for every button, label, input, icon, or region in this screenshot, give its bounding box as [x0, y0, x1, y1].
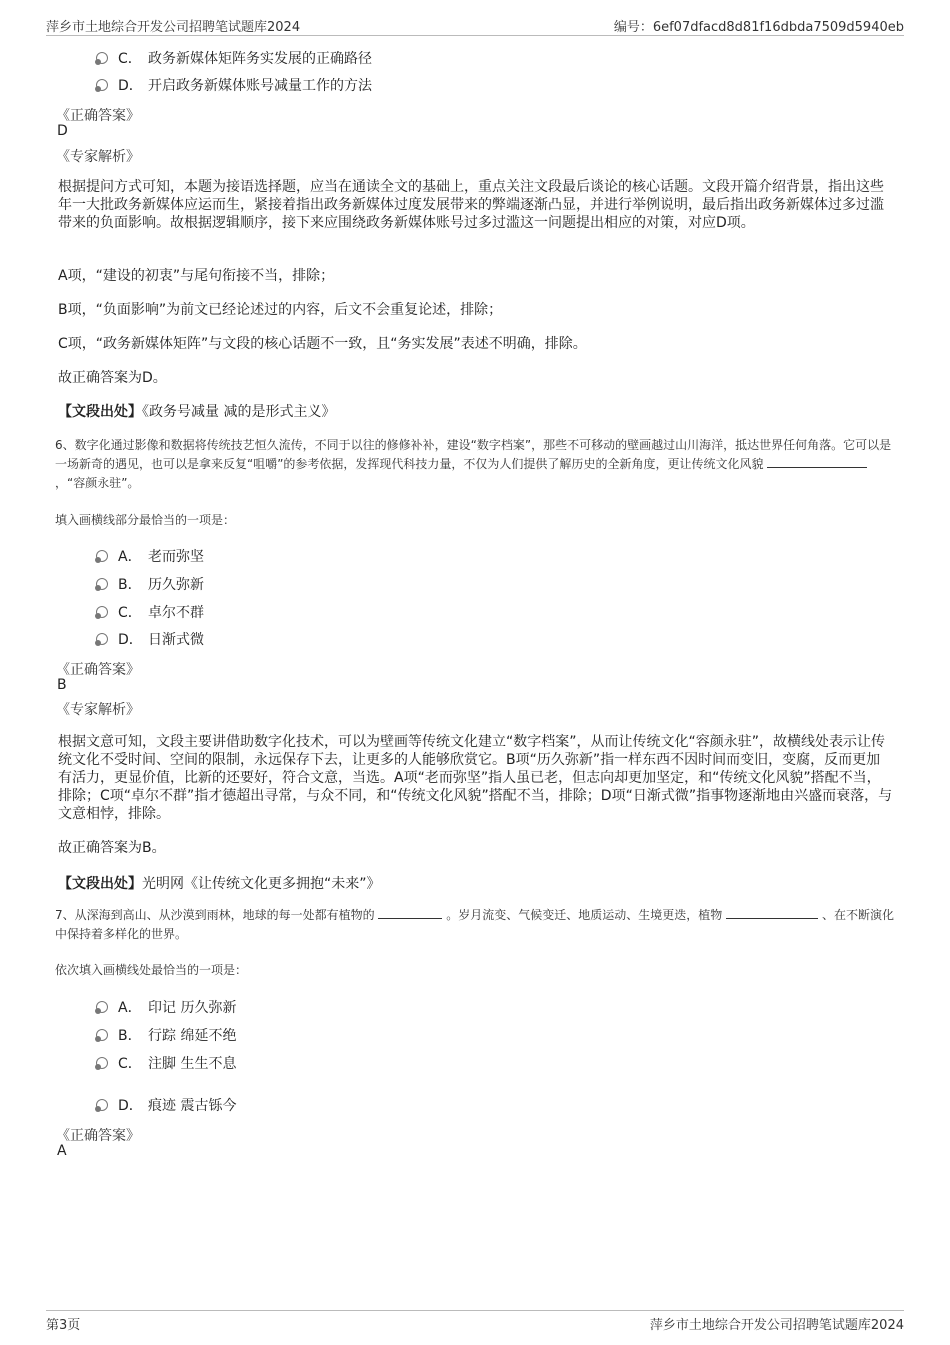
- option-text: 日渐式微: [148, 632, 204, 648]
- radio-button-icon[interactable]: [96, 52, 108, 64]
- q7-blank-1: [378, 906, 442, 919]
- source-tag: 【文段出处】: [58, 876, 142, 892]
- q5-answer: D: [57, 123, 68, 139]
- radio-button-icon[interactable]: [96, 1099, 108, 1111]
- document-serial: 编号：6ef07dfacd8d81f16dbda7509d5940eb: [613, 20, 904, 35]
- option-text: 开启政务新媒体账号减量工作的方法: [148, 78, 372, 94]
- header-divider: [46, 35, 904, 36]
- q5-answer-label: 《正确答案》: [56, 108, 140, 124]
- source-tag: 【文段出处】: [58, 404, 142, 420]
- option-letter: A．: [118, 549, 142, 565]
- q5-analysis-paragraph: 根据提问方式可知，本题为接语选择题，应当在通读全文的基础上，重点关注文段最后谈论的核心话题。文段开篇介绍背景，指出这些年一大批政务新媒体应运而生，紧接着指出政务新媒体过度发展带来的弊端逐渐凸显，并进行举例说明，最后指出政务新媒体过多过滥带来的负面影响。故根据逻辑顺序，接下来应围绕政务新媒体账号过多过滥这一问题提出相应的对策，对应D项。: [58, 179, 884, 231]
- q5-analysis-label: 《专家解析》: [56, 149, 140, 165]
- source-title: 《政务号减量 减的是形式主义》: [142, 404, 336, 420]
- q6-answer-label: 《正确答案》: [56, 662, 140, 678]
- q7-blank-2: [726, 906, 818, 919]
- q5-analysis-option-a: A项，“建设的初衷”与尾句衔接不当，排除；: [58, 268, 335, 284]
- option-text: 历久弥新: [148, 577, 204, 593]
- q7-answer: A: [57, 1143, 67, 1159]
- q6-blank: [767, 455, 867, 468]
- radio-button-icon[interactable]: [96, 1029, 108, 1041]
- q5-analysis-option-b: B项，“负面影响”为前文已经论述过的内容，后文不会重复论述，排除；: [58, 302, 503, 318]
- radio-button-icon[interactable]: [96, 633, 108, 645]
- q6-source: [58, 873, 381, 893]
- option-text: 政务新媒体矩阵务实发展的正确路径: [148, 51, 372, 67]
- radio-button-icon[interactable]: [96, 1001, 108, 1013]
- option-letter: C．: [118, 1056, 142, 1072]
- option-letter: D．: [118, 632, 143, 648]
- option-text: 卓尔不群: [148, 605, 204, 621]
- radio-button-icon[interactable]: [96, 79, 108, 91]
- q7-stem-middle: 。岁月流变、气候变迁、地质运动、生境更迭，植物: [446, 908, 723, 922]
- option-text: 注脚 生生不息: [148, 1056, 237, 1072]
- q6-analysis-label: 《专家解析》: [56, 702, 140, 718]
- option-letter: B．: [118, 577, 142, 593]
- q7-stem-text: 7、从深海到高山、从沙漠到雨林，地球的每一处都有植物的: [55, 908, 375, 922]
- q7-prompt: 依次填入画横线处最恰当的一项是：: [55, 963, 248, 977]
- option-letter: A．: [118, 1000, 142, 1016]
- q5-conclusion: 故正确答案为D。: [58, 370, 167, 386]
- q5-analysis-option-c: C项，“政务新媒体矩阵”与文段的核心话题不一致，且“务实发展”表述不明确，排除。: [58, 336, 587, 352]
- footer-divider: [46, 1310, 904, 1311]
- option-text: 痕迹 震古铄今: [148, 1098, 237, 1114]
- q7-answer-label: 《正确答案》: [56, 1128, 140, 1144]
- radio-button-icon[interactable]: [96, 578, 108, 590]
- q6-conclusion: 故正确答案为B。: [58, 840, 166, 856]
- radio-button-icon[interactable]: [96, 606, 108, 618]
- q6-stem-tail: ，“容颜永驻”。: [55, 476, 140, 490]
- page-number: 第3页: [46, 1318, 81, 1333]
- option-text: 行踪 绵延不绝: [148, 1028, 237, 1044]
- footer-title: 萍乡市土地综合开发公司招聘笔试题库2024: [649, 1318, 904, 1333]
- option-letter: B．: [118, 1028, 142, 1044]
- option-text: 老而弥坚: [148, 549, 204, 565]
- q6-stem: [55, 436, 895, 493]
- option-letter: C．: [118, 51, 142, 67]
- q6-prompt: 填入画横线部分最恰当的一项是：: [55, 513, 236, 527]
- option-letter: D．: [118, 1098, 143, 1114]
- source-title: 光明网《让传统文化更多拥抱“未来”》: [142, 876, 381, 892]
- q6-analysis-paragraph: 根据文意可知，文段主要讲借助数字化技术，可以为壁画等传统文化建立“数字档案”，从而让传统文化“容颜永驻”，故横线处表示让传统文化不受时间、空间的限制，永远保存下去，让更多的人能够欣赏它。B项“历久弥新”指一样东西不因时间而变旧，变腐，反而更加有活力，更显价值，比新的还要好，符合文意，当选。A项“老而弥坚”指人虽已老，但志向却更加坚定，和“传统文化风貌”搭配不当，排除；C项“卓尔不群”指才德超出寻常，与众不同，和“传统文化风貌”搭配不当，排除；D项“日渐式微”指事物逐渐地由兴盛而衰落，与文意相悖，排除。: [58, 734, 893, 822]
- radio-button-icon[interactable]: [96, 1057, 108, 1069]
- q7-stem-tail: 、在不断演化中保持着多样化的世界。: [55, 908, 894, 941]
- header-title: 萍乡市土地综合开发公司招聘笔试题库2024: [46, 20, 301, 35]
- option-letter: C．: [118, 605, 142, 621]
- q7-stem: [55, 906, 895, 944]
- option-letter: D．: [118, 78, 143, 94]
- q6-stem-text: 6、数字化通过影像和数据将传统技艺恒久流传，不同于以往的修修补补，建设“数字档案”，那些不可移动的壁画越过山川海洋，抵达世界任何角落。它可以是一场新奇的遇见，也可以是拿来反复“咀嚼”的参考依据，发挥现代科技力量，不仅为人们提供了解历史的全新角度，更让传统文化风貌: [55, 438, 892, 471]
- option-text: 印记 历久弥新: [148, 1000, 237, 1016]
- radio-button-icon[interactable]: [96, 550, 108, 562]
- q5-source: [58, 401, 335, 421]
- q6-answer: B: [57, 677, 67, 693]
